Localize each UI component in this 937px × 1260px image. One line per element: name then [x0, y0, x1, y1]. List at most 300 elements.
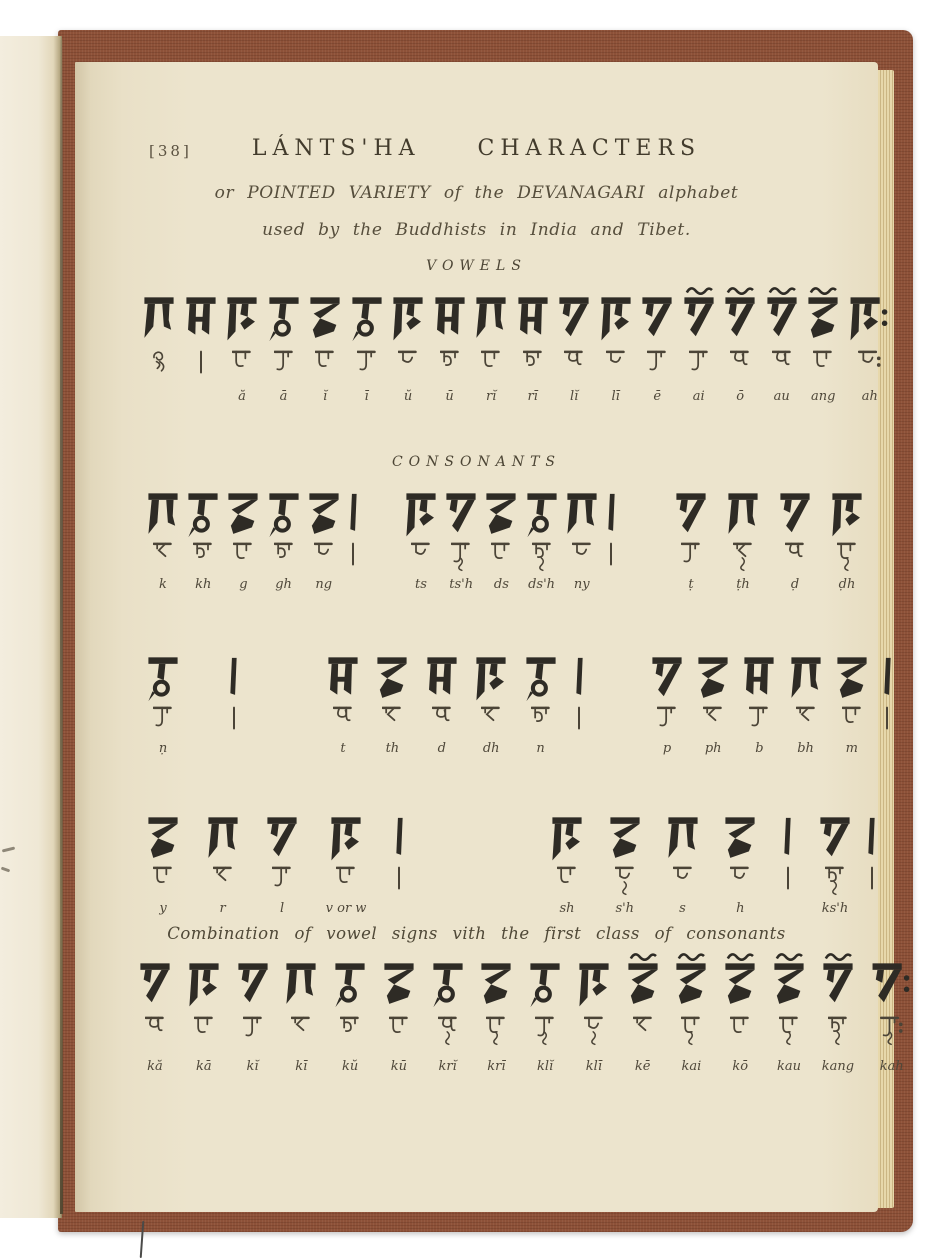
- page-number: [38]: [149, 142, 192, 160]
- glyph-column: [566, 482, 598, 594]
- lantsha-glyph: [227, 482, 259, 542]
- lantsha-glyph: [351, 286, 383, 350]
- glyph-column: [237, 952, 269, 1076]
- book-page: [75, 62, 904, 1212]
- glyph-column: [268, 482, 300, 594]
- consonant-group-nn: [147, 646, 239, 758]
- lantsha-glyph: [882, 646, 893, 706]
- lantsha-glyph: [773, 952, 805, 1016]
- tibetan-glyph: [681, 542, 701, 578]
- consonant-group-y: [147, 806, 405, 918]
- tibetan-glyph: [796, 706, 816, 742]
- roman-label: ā: [279, 389, 288, 404]
- roman-label: sh: [559, 901, 575, 916]
- lantsha-glyph: [139, 952, 171, 1016]
- tibetan-glyph: [314, 542, 334, 578]
- lantsha-glyph: [147, 482, 179, 542]
- lantsha-glyph: [697, 646, 729, 706]
- roman-label: ks'h: [821, 901, 849, 916]
- glyph-column: [871, 952, 913, 1076]
- glyph-column: [147, 806, 179, 918]
- tibetan-glyph: [749, 706, 769, 742]
- roman-label: ū: [445, 389, 454, 404]
- lantsha-glyph: [871, 952, 913, 1016]
- tibetan-glyph: [564, 350, 584, 390]
- lantsha-glyph: [822, 952, 854, 1016]
- roman-label: kē: [634, 1059, 651, 1074]
- roman-label: krĭ: [438, 1059, 457, 1074]
- roman-label: kŭ: [341, 1059, 359, 1074]
- glyph-column: [641, 286, 673, 406]
- lantsha-glyph: [574, 646, 585, 706]
- glyph-column: [849, 286, 891, 406]
- lantsha-glyph: [609, 806, 641, 866]
- tibetan-glyph: [837, 542, 857, 578]
- tibetan-glyph: [703, 706, 723, 742]
- glyph-column: [697, 646, 729, 758]
- glyph-column: [327, 646, 359, 758]
- lantsha-glyph: [308, 482, 340, 542]
- roman-label: ĭ: [322, 389, 328, 404]
- tibetan-glyph: [333, 706, 353, 742]
- lantsha-glyph: [529, 952, 561, 1016]
- tibetan-glyph: [584, 1016, 604, 1060]
- glyph-column: [683, 286, 715, 406]
- subtitle-line1: or POINTED VARIETY of the DEVANAGARI alphabet: [214, 183, 739, 203]
- tibetan-glyph: [382, 706, 402, 742]
- glyph-column: [517, 286, 549, 406]
- tibetan-glyph: [825, 866, 845, 902]
- glyph-column: [187, 482, 219, 594]
- tibetan-glyph: [785, 542, 805, 578]
- consonant-group-k: [147, 482, 359, 594]
- roman-label: klĭ: [537, 1059, 554, 1074]
- glyph-column: [394, 806, 405, 918]
- tibetan-glyph: [689, 350, 709, 390]
- glyph-column: [675, 482, 707, 594]
- glyph-column: [434, 286, 466, 406]
- lantsha-glyph: [651, 646, 683, 706]
- glyph-column: [525, 646, 557, 758]
- lantsha-glyph: [551, 806, 583, 866]
- roman-label: ē: [653, 389, 662, 404]
- roman-label: kau: [776, 1059, 801, 1074]
- glyph-column: [392, 286, 424, 406]
- roman-label: kă: [147, 1059, 163, 1074]
- tibetan-glyph: [681, 1016, 701, 1060]
- roman-label: klī: [585, 1059, 602, 1074]
- lantsha-glyph: [485, 482, 517, 542]
- tibetan-glyph: [867, 866, 877, 902]
- glyph-column: [376, 646, 408, 758]
- subtitle-line2: used by the Buddhists in India and Tibet.: [262, 220, 691, 240]
- page-title: LÁNTS'HA CHARACTERS: [251, 136, 702, 161]
- glyph-column: [724, 806, 756, 918]
- roman-label: ai: [692, 389, 705, 404]
- roman-label: m: [845, 741, 858, 756]
- roman-label: kō: [732, 1059, 749, 1074]
- tibetan-glyph: [389, 1016, 409, 1060]
- roman-label: p: [662, 741, 672, 756]
- glyph-column: [578, 952, 610, 1076]
- roman-label: ṇ: [158, 741, 168, 756]
- glyph-column: [558, 286, 590, 406]
- tibetan-glyph: [647, 350, 667, 390]
- glyph-column: [526, 482, 558, 594]
- roman-label: ang: [811, 389, 836, 404]
- lantsha-glyph: [675, 952, 707, 1016]
- roman-label: s'h: [615, 901, 635, 916]
- lantsha-glyph: [779, 482, 811, 542]
- lantsha-glyph: [228, 646, 239, 706]
- glyph-column: [882, 646, 893, 758]
- tibetan-glyph: [394, 866, 404, 902]
- lantsha-glyph: [675, 482, 707, 542]
- roman-label: b: [755, 741, 764, 756]
- lantsha-glyph: [782, 806, 793, 866]
- glyph-column: [445, 482, 477, 594]
- glyph-column: [866, 806, 877, 918]
- glyph-column: [782, 806, 793, 918]
- roman-label: ŭ: [403, 389, 413, 404]
- roman-label: ṭh: [736, 577, 750, 592]
- tibetan-glyph: [153, 866, 173, 902]
- lantsha-glyph: [188, 952, 220, 1016]
- glyph-column: [432, 952, 464, 1076]
- roman-label: kū: [390, 1059, 407, 1074]
- tibetan-glyph: [398, 350, 418, 390]
- lantsha-glyph: [517, 286, 549, 350]
- tibetan-glyph: [272, 866, 292, 902]
- roman-label: l: [280, 901, 285, 916]
- roman-label: lī: [611, 389, 620, 404]
- tibetan-glyph: [336, 866, 356, 902]
- consonant-group-p: [651, 646, 893, 758]
- lantsha-glyph: [724, 952, 756, 1016]
- lantsha-glyph: [226, 286, 258, 350]
- roman-label: s: [679, 901, 686, 916]
- tibetan-glyph: [274, 350, 294, 390]
- tibetan-glyph: [491, 542, 511, 578]
- tibetan-glyph: [481, 350, 501, 390]
- glyph-column: [790, 646, 822, 758]
- combinations-table: [139, 952, 913, 1076]
- glyph-column: [651, 646, 683, 758]
- tibetan-glyph: [574, 706, 584, 742]
- lantsha-glyph: [866, 806, 877, 866]
- lantsha-glyph: [143, 286, 175, 350]
- lantsha-glyph: [480, 952, 512, 1016]
- tibetan-glyph: [523, 350, 543, 390]
- tibetan-glyph: [357, 350, 377, 390]
- glyph-column: [574, 646, 585, 758]
- tibetan-glyph: [730, 350, 750, 390]
- glyph-column: [551, 806, 583, 918]
- lantsha-glyph: [309, 286, 341, 350]
- lantsha-glyph: [394, 806, 405, 866]
- tibetan-glyph: [486, 1016, 506, 1060]
- lantsha-glyph: [268, 482, 300, 542]
- roman-label: v or w: [325, 901, 367, 916]
- lantsha-glyph: [383, 952, 415, 1016]
- tibetan-glyph: [213, 866, 233, 902]
- glyph-column: [139, 952, 171, 1076]
- glyph-column: [228, 646, 239, 758]
- roman-label: ph: [704, 741, 722, 756]
- glyph-column: [143, 286, 175, 406]
- glyph-column: [227, 482, 259, 594]
- lantsha-glyph: [334, 952, 366, 1016]
- lantsha-glyph: [434, 286, 466, 350]
- tibetan-glyph: [730, 1016, 750, 1060]
- tibetan-glyph: [880, 1016, 904, 1060]
- lantsha-glyph: [807, 286, 839, 350]
- vowels-heading: VOWELS: [426, 258, 527, 274]
- lantsha-glyph: [187, 482, 219, 542]
- tibetan-glyph: [229, 706, 239, 742]
- glyph-column: [606, 482, 617, 594]
- glyph-column: [426, 646, 458, 758]
- lantsha-glyph: [627, 952, 659, 1016]
- glyph-column: [485, 482, 517, 594]
- glyph-column: [475, 646, 507, 758]
- glyph-column: [207, 806, 239, 918]
- tibetan-glyph: [858, 350, 882, 390]
- lantsha-glyph: [727, 482, 759, 542]
- lantsha-glyph: [392, 286, 424, 350]
- lantsha-glyph: [405, 482, 437, 542]
- glyph-column: [727, 482, 759, 594]
- lantsha-glyph: [526, 482, 558, 542]
- tibetan-glyph: [315, 350, 335, 390]
- glyph-column: [266, 806, 298, 918]
- lantsha-glyph: [348, 482, 359, 542]
- roman-label: ḍ: [790, 577, 800, 592]
- tibetan-glyph: [153, 542, 173, 578]
- left-page: [0, 36, 62, 1218]
- tibetan-glyph: [572, 542, 592, 578]
- roman-label: r: [219, 901, 226, 916]
- ink-bleed-mark: [2, 846, 15, 852]
- tibetan-glyph: [657, 706, 677, 742]
- roman-label: ts: [415, 577, 427, 592]
- glyph-column: [383, 952, 415, 1076]
- roman-label: gh: [275, 577, 292, 592]
- lantsha-glyph: [185, 286, 217, 350]
- glyph-column: [351, 286, 383, 406]
- roman-label: au: [773, 389, 790, 404]
- lantsha-glyph: [285, 952, 317, 1016]
- tibetan-glyph: [828, 1016, 848, 1060]
- tibetan-glyph: [783, 866, 793, 902]
- glyph-column: [819, 806, 851, 918]
- lantsha-glyph: [330, 806, 362, 866]
- roman-label: ī: [364, 389, 369, 404]
- tibetan-glyph: [673, 866, 693, 902]
- tibetan-glyph: [340, 1016, 360, 1060]
- lantsha-glyph: [831, 482, 863, 542]
- lantsha-glyph: [237, 952, 269, 1016]
- consonant-group-retroflex: [675, 482, 863, 594]
- glyph-column: [807, 286, 839, 406]
- ink-bleed-mark: [1, 867, 10, 873]
- combination-caption: Combination of vowel signs vith the first class of consonants: [167, 924, 786, 943]
- lantsha-glyph: [578, 952, 610, 1016]
- roman-label: kang: [821, 1059, 855, 1074]
- tibetan-glyph: [557, 866, 577, 902]
- tibetan-glyph: [153, 706, 173, 742]
- roman-label: th: [385, 741, 400, 756]
- roman-label: n: [536, 741, 545, 756]
- tibetan-glyph: [149, 350, 169, 390]
- glyph-column: [627, 952, 659, 1076]
- tibetan-glyph: [193, 542, 213, 578]
- consonant-group-ksh: [819, 806, 877, 918]
- glyph-column: [822, 952, 854, 1076]
- tibetan-glyph: [615, 866, 635, 902]
- lantsha-glyph: [475, 286, 507, 350]
- lantsha-glyph: [849, 286, 891, 350]
- glyph-column: [724, 952, 756, 1076]
- glyph-column: [348, 482, 359, 594]
- lantsha-glyph: [600, 286, 632, 350]
- lantsha-glyph: [743, 646, 775, 706]
- roman-label: rĭ: [485, 389, 497, 404]
- lantsha-glyph: [268, 286, 300, 350]
- tibetan-glyph: [730, 866, 750, 902]
- consonant-group-sh: [551, 806, 793, 918]
- lantsha-glyph: [641, 286, 673, 350]
- tibetan-glyph: [145, 1016, 165, 1060]
- lantsha-glyph: [667, 806, 699, 866]
- glyph-column: [226, 286, 258, 406]
- glyph-column: [766, 286, 798, 406]
- tibetan-glyph: [535, 1016, 555, 1060]
- tibetan-glyph: [438, 1016, 458, 1060]
- roman-label: h: [736, 901, 745, 916]
- roman-label: ḍh: [838, 577, 856, 592]
- tibetan-glyph: [606, 542, 616, 578]
- tibetan-glyph: [481, 706, 501, 742]
- roman-label: kah: [879, 1059, 904, 1074]
- glyph-column: [836, 646, 868, 758]
- lantsha-glyph: [207, 806, 239, 866]
- lantsha-glyph: [376, 646, 408, 706]
- glyph-column: [609, 806, 641, 918]
- lantsha-glyph: [724, 806, 756, 866]
- lantsha-glyph: [327, 646, 359, 706]
- tibetan-glyph: [440, 350, 460, 390]
- tibetan-glyph: [274, 542, 294, 578]
- tibetan-glyph: [882, 706, 892, 742]
- roman-label: ts'h: [449, 577, 474, 592]
- glyph-column: [309, 286, 341, 406]
- lantsha-glyph: [724, 286, 756, 350]
- lantsha-glyph: [266, 806, 298, 866]
- glyph-column: [779, 482, 811, 594]
- glyph-column: [308, 482, 340, 594]
- tibetan-glyph: [194, 1016, 214, 1060]
- tibetan-glyph: [842, 706, 862, 742]
- tibetan-glyph: [291, 1016, 311, 1060]
- lantsha-glyph: [766, 286, 798, 350]
- glyph-column: [773, 952, 805, 1076]
- tibetan-glyph: [196, 350, 206, 390]
- tibetan-glyph: [348, 542, 358, 578]
- glyph-column: [743, 646, 775, 758]
- lantsha-glyph: [445, 482, 477, 542]
- tibetan-glyph: [779, 1016, 799, 1060]
- tibetan-glyph: [733, 542, 753, 578]
- tibetan-glyph: [233, 542, 253, 578]
- glyph-column: [334, 952, 366, 1076]
- roman-label: kh: [195, 577, 212, 592]
- glyph-column: [667, 806, 699, 918]
- roman-label: ō: [736, 389, 745, 404]
- roman-label: ds: [493, 577, 509, 592]
- lantsha-glyph: [836, 646, 868, 706]
- lantsha-glyph: [790, 646, 822, 706]
- tibetan-glyph: [772, 350, 792, 390]
- glyph-column: [480, 952, 512, 1076]
- tibetan-glyph: [532, 542, 552, 578]
- glyph-column: [185, 286, 217, 406]
- tibetan-glyph: [633, 1016, 653, 1060]
- roman-label: ă: [238, 389, 246, 404]
- tibetan-glyph: [606, 350, 626, 390]
- roman-label: krī: [487, 1059, 506, 1074]
- gutter-fold: [60, 40, 63, 1214]
- lantsha-glyph: [147, 806, 179, 866]
- glyph-column: [147, 646, 179, 758]
- roman-label: y: [159, 901, 167, 916]
- roman-label: kī: [295, 1059, 308, 1074]
- lantsha-glyph: [525, 646, 557, 706]
- lantsha-glyph: [683, 286, 715, 350]
- lantsha-glyph: [819, 806, 851, 866]
- glyph-column: [529, 952, 561, 1076]
- lantsha-glyph: [558, 286, 590, 350]
- glyph-column: [285, 952, 317, 1076]
- vowels-table: [143, 286, 891, 406]
- roman-label: t: [340, 741, 346, 756]
- tibetan-glyph: [531, 706, 551, 742]
- roman-label: d: [437, 741, 446, 756]
- roman-label: kā: [195, 1059, 212, 1074]
- roman-label: bh: [797, 741, 814, 756]
- glyph-column: [475, 286, 507, 406]
- roman-label: ah: [861, 389, 878, 404]
- glyph-column: [326, 806, 367, 918]
- lantsha-glyph: [432, 952, 464, 1016]
- lantsha-glyph: [566, 482, 598, 542]
- tibetan-glyph: [232, 350, 252, 390]
- glyph-column: [724, 286, 756, 406]
- lantsha-glyph: [475, 646, 507, 706]
- consonants-heading: CONSONANTS: [391, 454, 562, 470]
- tibetan-glyph: [813, 350, 833, 390]
- tibetan-glyph: [243, 1016, 263, 1060]
- glyph-column: [147, 482, 179, 594]
- tibetan-glyph: [432, 706, 452, 742]
- roman-label: dh: [482, 741, 500, 756]
- roman-label: kĭ: [246, 1059, 259, 1074]
- glyph-column: [600, 286, 632, 406]
- glyph-column: [405, 482, 437, 594]
- glyph-column: [831, 482, 863, 594]
- consonant-group-t: [327, 646, 585, 758]
- tibetan-glyph: [451, 542, 471, 578]
